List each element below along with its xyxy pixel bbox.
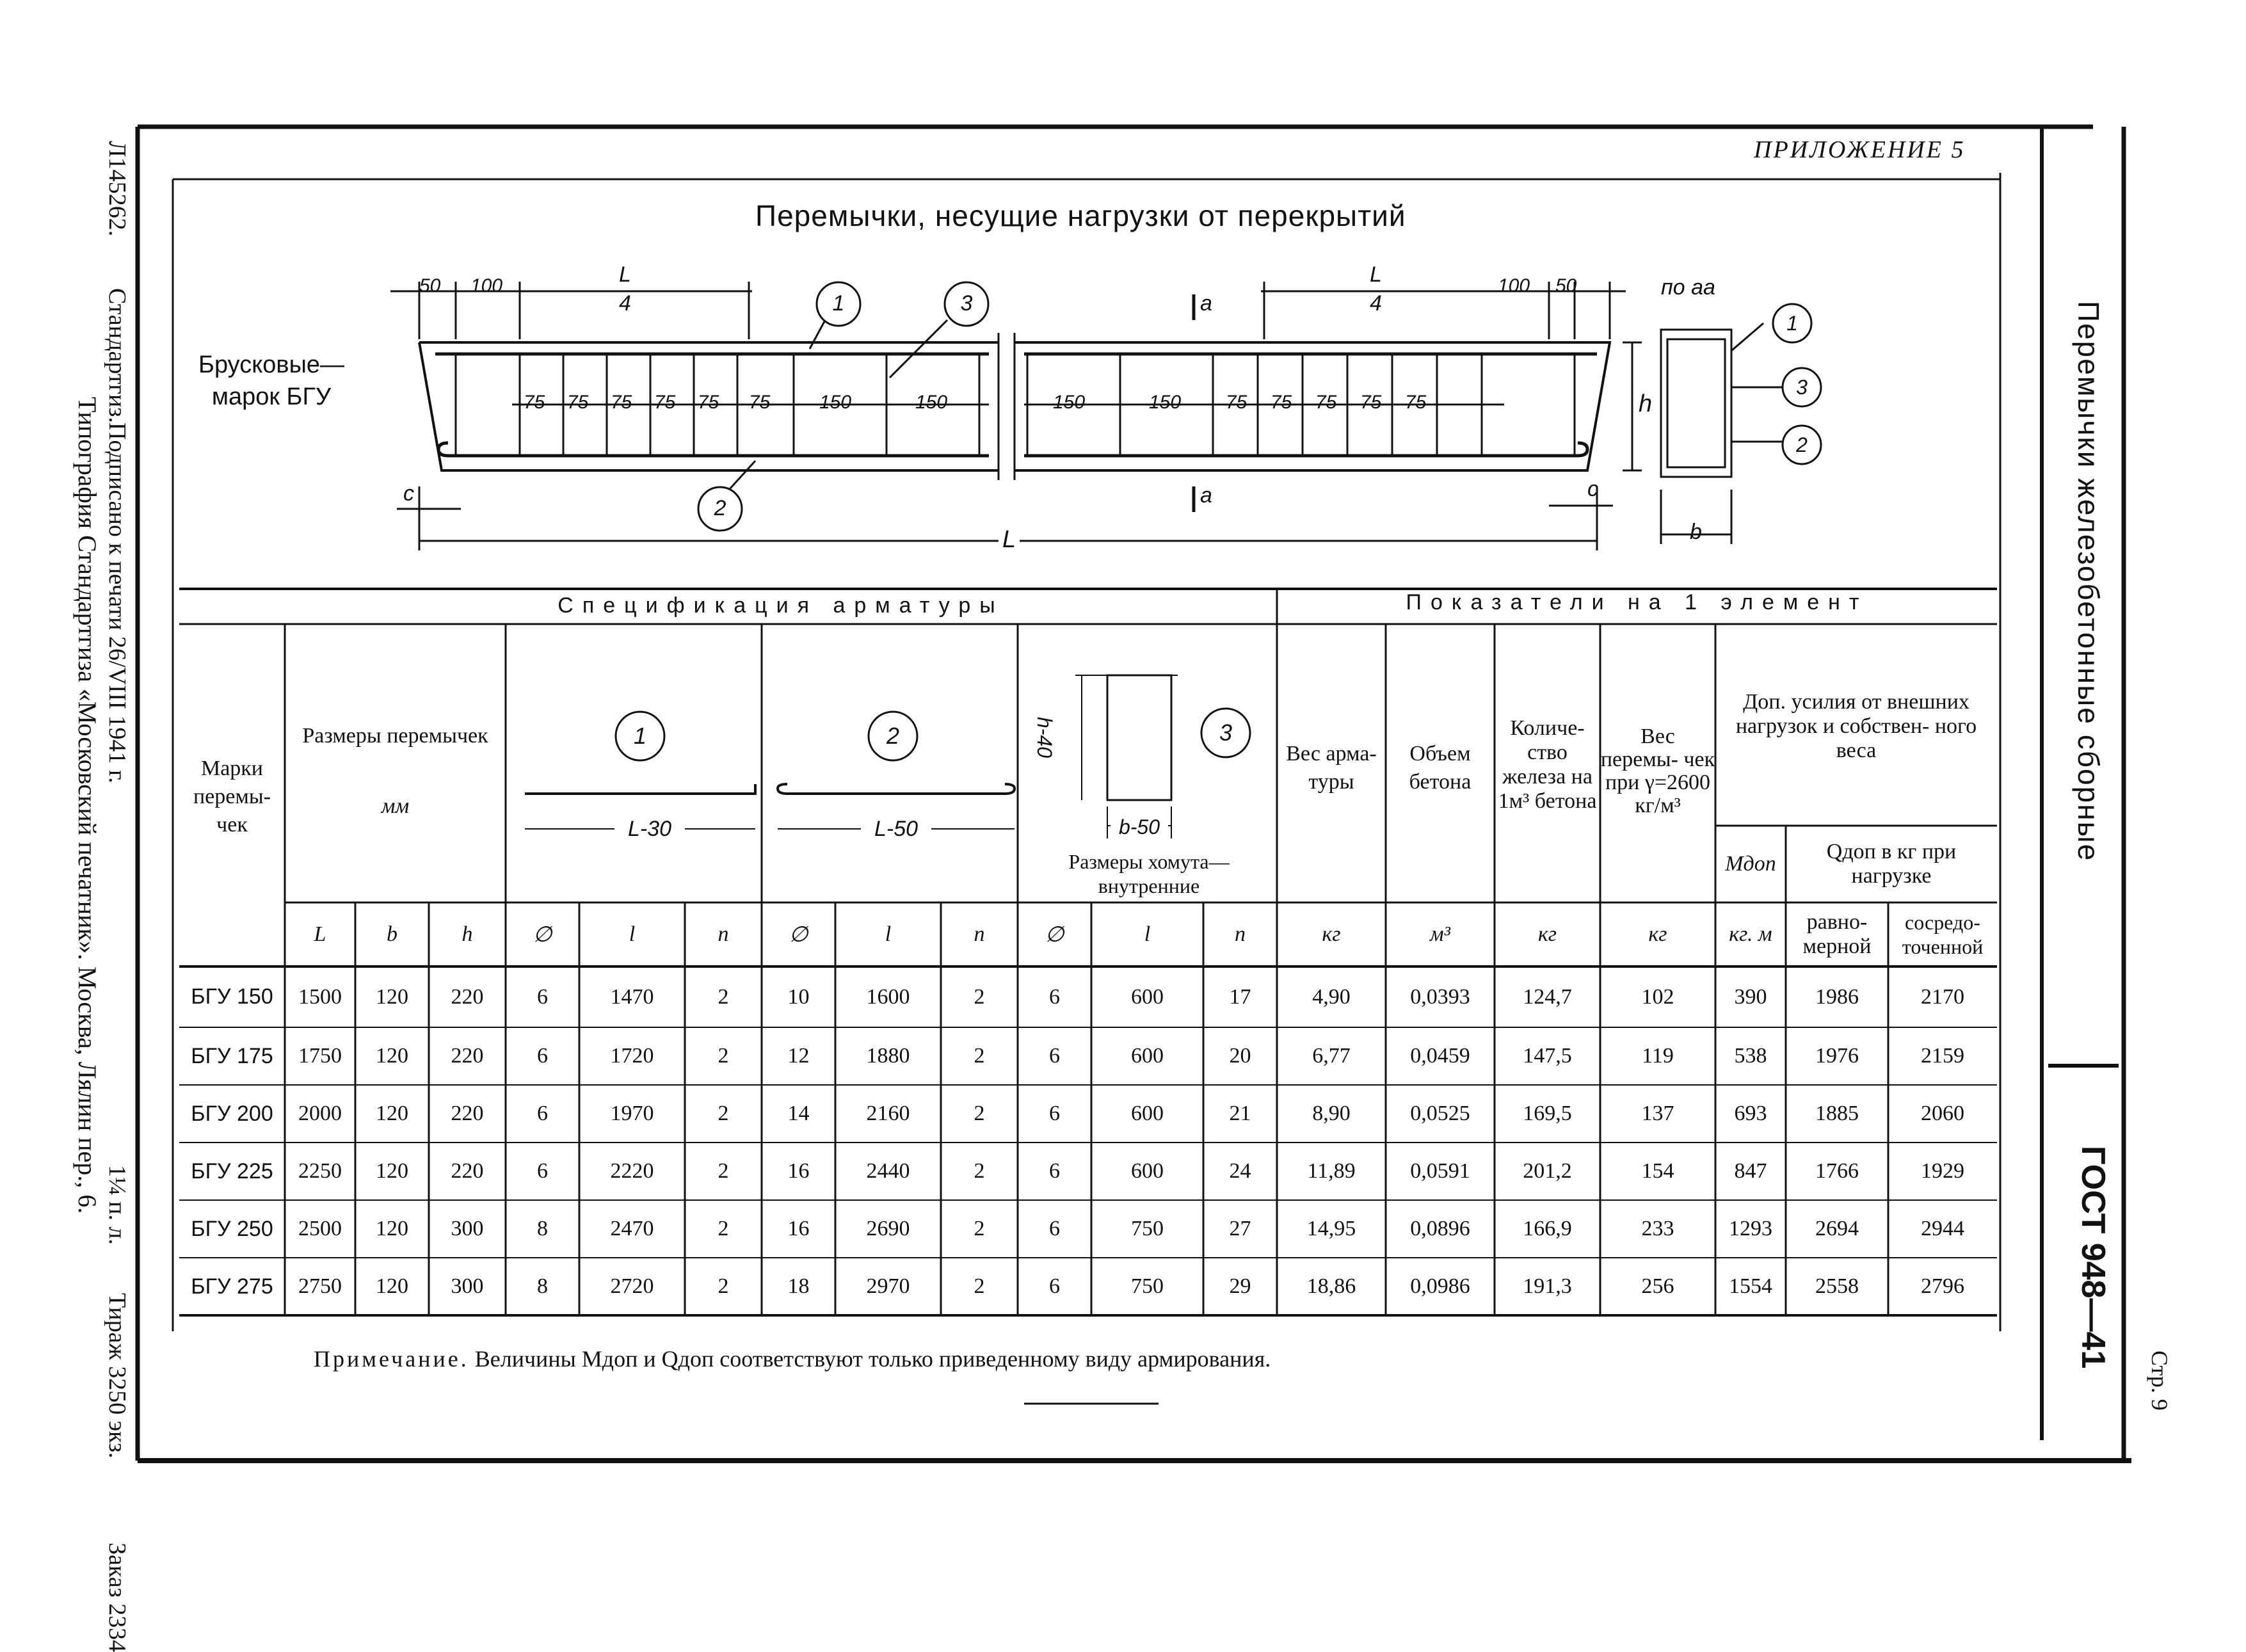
col-header-concentrated: сосредо- точенной [1902,911,1984,958]
table-cell: 693 [1734,1102,1767,1125]
table-cell: 538 [1734,1044,1767,1068]
bar3-id: 3 [1219,719,1233,746]
table-cell: 120 [376,1159,408,1183]
table-cell: 8 [537,1217,548,1240]
dim-4-right: 4 [1370,291,1382,316]
bar1-id: 1 [633,723,647,749]
table-cell: 300 [451,1274,484,1298]
drawing-label: Брусковые— марок БГУ [198,351,345,410]
spacing-label: 75 [1315,392,1337,413]
col-header-marks: Марки перемы- чек [193,757,271,837]
table-cell: 256 [1641,1274,1674,1298]
table-cell: 6 [1049,984,1060,1009]
table-cell: 2250 [298,1159,342,1183]
table-cell: 2000 [298,1102,342,1125]
imprint-print-run: Тираж 3250 экз. [104,1293,131,1459]
subheader-cell: L [314,922,326,946]
printer-line: Типография Стандартгиза «Московский печатник». Москва, Лялин пер., 6. [73,397,102,1214]
spacing-label: 75 [749,392,771,413]
table-cell: 2440 [866,1159,910,1183]
spacing-label: 75 [611,392,632,413]
table-cell: 6,77 [1312,1044,1351,1068]
table-cell: 2 [718,984,729,1009]
spacing-label: 75 [698,392,719,413]
table-cell: 169,5 [1523,1102,1572,1125]
standard-number: ГОСТ 948—41 [2074,1146,2112,1369]
table-cell: 154 [1641,1159,1674,1183]
section-callout-1: 1 [1786,312,1798,335]
section-label: по аа [1661,275,1715,300]
table-cell: 201,2 [1523,1159,1572,1183]
subheader-cell: h [461,922,473,946]
table-cell: 8,90 [1312,1102,1351,1125]
table-cell: 0,0896 [1410,1217,1470,1240]
subject-title: Перемычки железобетонные сборные [2072,301,2105,862]
imprint-order: Л145262. [104,141,131,237]
table-cell: 120 [376,984,408,1009]
col-header-qdop: Qдоп в кг при нагрузке [1826,840,1957,888]
footnote-text: Величины Mдоп и Qдоп соответствуют только приведенному виду армирования. [474,1346,1271,1372]
table-cell: 2690 [866,1217,910,1240]
table-cell: 600 [1131,1102,1164,1125]
section-callout-3: 3 [1796,376,1808,399]
table-cell: 1500 [298,984,342,1009]
dim-L-left: L [619,262,631,287]
table-cell: 18,86 [1306,1274,1356,1298]
table-cell: 137 [1641,1102,1674,1125]
dim-b: b [1690,520,1702,544]
table-cell: 2 [974,984,985,1009]
table-cell: 390 [1734,984,1767,1009]
spacing-label: 75 [1360,392,1382,413]
table-cell: 1929 [1921,1159,1964,1183]
col-header-lintel-weight: Вес перемы- чек при γ=2600 кг/м³ [1600,725,1715,817]
spacing-label: 75 [1271,392,1292,413]
table-cell: 102 [1641,984,1674,1009]
spacing-label: 75 [524,392,545,413]
subheader-cell: n [718,922,729,946]
table-cell: 1720 [610,1044,654,1068]
table-cell: 10 [787,984,810,1009]
table-cell: 6 [537,984,548,1009]
table-cell: 220 [451,1044,484,1068]
bar3-height: h-40 [1033,717,1056,758]
col-header-sizes-unit: мм [381,794,410,818]
bar3-width: b-50 [1111,814,1168,840]
table-cell: 20 [1229,1044,1251,1068]
table-cell: 2470 [610,1217,654,1240]
table-cell: 147,5 [1523,1044,1572,1068]
section-callout-2: 2 [1796,433,1808,456]
subheader-cell: ∅ [533,923,552,947]
table-cell: 847 [1734,1159,1767,1183]
col-header-iron-qty: Количе- ство железа на 1м³ бетона [1498,716,1597,813]
table-cell: 18 [787,1274,810,1298]
table-cell: 1554 [1729,1274,1772,1298]
table-cell: 1880 [866,1044,910,1068]
row-mark: БГУ 225 [191,1159,273,1183]
col-header-extra-forces: Доп. усилия от внешних нагрузок и собствен- ного веса [1735,690,1977,762]
row-mark: БГУ 150 [191,984,273,1009]
table-cell: 6 [537,1159,548,1183]
table-cell: 1766 [1815,1159,1859,1183]
subheader-cell: ∅ [1045,923,1064,947]
imprint-signed: Подписано к печати 26/VIII 1941 г. [104,422,131,783]
table-cell: 191,3 [1523,1274,1572,1298]
page-number: Стр. 9 [2147,1351,2172,1411]
table-cell: 6 [1049,1044,1060,1068]
spacing-label: 150 [1053,392,1086,413]
table-cell: 14 [787,1102,810,1125]
table-cell: 750 [1131,1274,1164,1298]
table-cell: 0,0393 [1410,984,1470,1009]
page-title: Перемычки, несущие нагрузки от перекрытий [755,199,1406,232]
table-cell: 0,0591 [1410,1159,1470,1183]
dim-50-right: 50 [1555,275,1577,296]
dim-L-right: L [1370,262,1382,287]
callout-2: 2 [714,496,726,520]
table-cell: 2 [718,1274,729,1298]
table-cell: 2694 [1815,1217,1859,1240]
table-cell: 2 [974,1044,985,1068]
row-mark: БГУ 275 [191,1274,273,1299]
table-cell: 29 [1229,1274,1251,1298]
table-cell: 2220 [610,1159,654,1183]
bar1-length: L-30 [614,814,685,844]
spacing-label: 75 [1226,392,1247,413]
subheader-cell: кг [1537,922,1557,946]
subheader-cell: ∅ [789,923,808,947]
table-cell: 8 [537,1274,548,1298]
table-cell: 11,89 [1307,1159,1356,1183]
table-cell: 2944 [1921,1217,1964,1240]
table-cell: 750 [1131,1217,1164,1240]
appendix-label: ПРИЛОЖЕНИЕ 5 [1754,136,1966,163]
table-cell: 24 [1229,1159,1251,1183]
table-cell: 120 [376,1274,408,1298]
dim-50-left: 50 [419,275,441,296]
table-cell: 600 [1131,984,1164,1009]
table-cell: 12 [787,1044,810,1068]
imprint-order-no: Заказ 2334 [104,1543,131,1652]
imprint-publisher: Стандартгиз. [104,288,131,423]
table-cell: 1600 [866,984,910,1009]
table-cell: 1885 [1815,1102,1859,1125]
col-header-mdop: Mдоп [1725,852,1776,876]
table-cell: 2500 [298,1217,342,1240]
col-header-sizes: Размеры перемычек [302,724,488,748]
table-cell: 1976 [1815,1044,1859,1068]
bar2-id: 2 [886,723,900,749]
table-cell: 16 [787,1159,810,1183]
spacing-label: 150 [915,392,948,413]
table-cell: 17 [1229,984,1251,1009]
subheader-cell: l [1144,922,1151,946]
footnote [314,1345,1271,1372]
table-cell: 0,0986 [1410,1274,1470,1298]
section-mark-bottom: а [1200,483,1212,508]
footnote-label: Примечание. [314,1346,469,1372]
dim-h: h [1639,390,1653,417]
group-indicators-header: Показатели на 1 элемент [1406,590,1868,614]
subheader-cell: м³ [1430,922,1450,946]
table-cell: 2 [974,1102,985,1125]
table-cell: 600 [1131,1044,1164,1068]
group-spec-header: Спецификация арматуры [557,593,1004,618]
table-cell: 21 [1229,1102,1251,1125]
dim-4-left: 4 [619,291,631,316]
table-cell: 4,90 [1312,984,1351,1009]
table-cell: 220 [451,1159,484,1183]
table-cell: 119 [1642,1044,1674,1068]
table-cell: 2 [718,1159,729,1183]
table-cell: 120 [376,1217,408,1240]
row-mark: БГУ 200 [191,1101,273,1126]
table-cell: 6 [1049,1217,1060,1240]
spacing-label: 75 [654,392,676,413]
table-cell: 6 [1049,1159,1060,1183]
spacing-label: 75 [1405,392,1427,413]
table-cell: 2970 [866,1274,910,1298]
table-cell: 1750 [298,1044,342,1068]
dim-L-overall: L [999,526,1020,554]
callout-3: 3 [960,291,973,316]
table-cell: 2159 [1921,1044,1964,1068]
table-cell: 6 [1049,1274,1060,1298]
table-cell: 2 [718,1044,729,1068]
row-mark: БГУ 250 [191,1216,273,1241]
table-cell: 1970 [610,1102,654,1125]
table-cell: 220 [451,984,484,1009]
table-cell: 2060 [1921,1102,1964,1125]
section-mark-top: а [1200,291,1212,316]
table-cell: 6 [537,1044,548,1068]
subheader-cell: n [974,922,985,946]
table-cell: 27 [1229,1217,1251,1240]
table-cell: 2 [974,1159,985,1183]
table-cell: 2558 [1815,1274,1859,1298]
table-cell: 2 [974,1217,985,1240]
subheader-cell: кг [1322,922,1341,946]
table-cell: 120 [376,1044,408,1068]
table-cell: 124,7 [1523,984,1572,1009]
table-cell: 220 [451,1102,484,1125]
table-cell: 2796 [1921,1274,1964,1298]
dim-c-right: c [1587,477,1598,501]
table-cell: 120 [376,1102,408,1125]
table-cell: 1986 [1815,984,1859,1009]
spacing-label: 75 [567,392,589,413]
subheader-cell: l [629,922,636,946]
table-cell: 2170 [1921,984,1964,1009]
table-cell: 2160 [866,1102,910,1125]
table-cell: 0,0459 [1410,1044,1470,1068]
bar3-caption: Размеры хомута— внутренние [1068,850,1230,897]
subheader-cell: b [387,922,397,946]
spacing-label: 150 [819,392,852,413]
table-cell: 233 [1641,1217,1674,1240]
table-cell: 1470 [610,984,654,1009]
imprint-sheets: 1¼ п. л. [104,1165,131,1245]
callout-1: 1 [832,291,845,316]
table-cell: 6 [537,1102,548,1125]
table-cell: 600 [1131,1159,1164,1183]
dim-100-right: 100 [1498,275,1530,296]
table-cell: 0,0525 [1410,1102,1470,1125]
table-cell: 2 [718,1102,729,1125]
col-header-rebar-weight: Вес арма- туры [1286,742,1377,794]
dim-100-left: 100 [470,275,503,296]
row-mark: БГУ 175 [191,1043,273,1068]
table-cell: 2720 [610,1274,654,1298]
table-cell: 16 [787,1217,810,1240]
bar2-length: L-50 [861,814,931,844]
dim-c-left: c [403,481,414,506]
table-cell: 166,9 [1523,1217,1572,1240]
table-cell: 2 [974,1274,985,1298]
subheader-cell: кг. м [1729,922,1772,946]
col-header-concrete-volume: Объем бетона [1409,742,1472,794]
table-cell: 2 [718,1217,729,1240]
subheader-cell: кг [1648,922,1667,946]
table-cell: 1293 [1729,1217,1772,1240]
table-cell: 2750 [298,1274,342,1298]
table-cell: 6 [1049,1102,1060,1125]
subheader-cell: l [885,922,892,946]
spacing-label: 150 [1149,392,1182,413]
subheader-cell: n [1235,922,1246,946]
table-cell: 14,95 [1306,1217,1356,1240]
table-cell: 300 [451,1217,484,1240]
col-header-uniform: равно- мерной [1802,910,1872,958]
